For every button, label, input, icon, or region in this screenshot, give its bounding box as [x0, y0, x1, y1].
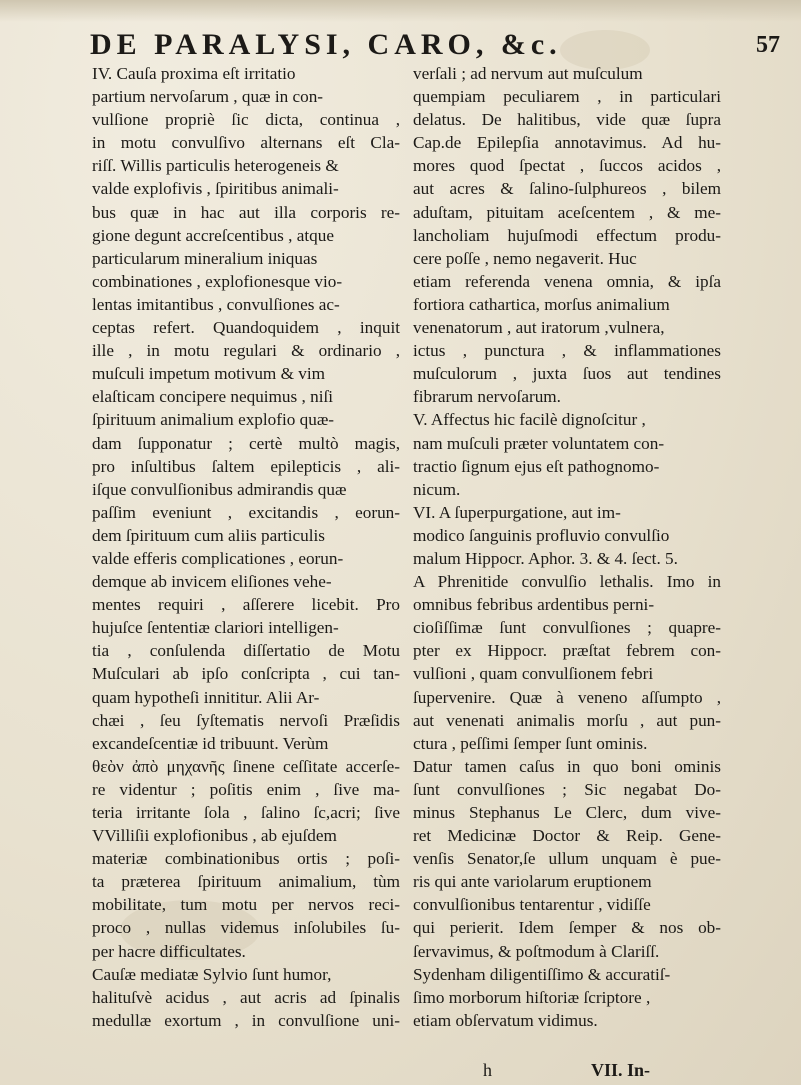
text-line: ceptas refert. Quandoquidem , inquit: [92, 318, 400, 338]
text-line: ſpirituum animalium explofio quæ-: [92, 410, 335, 430]
text-line: aut acres & ſalino-ſulphureos , bilem: [413, 179, 721, 199]
text-line: paſſim eveniunt , excitandis , eorun-: [92, 502, 400, 522]
text-line: muſculorum , juxta ſuos aut tendines: [413, 364, 721, 384]
text-line: aduſtam, pituitam aceſcentem , & me-: [413, 202, 721, 222]
text-line: per hacre difficultates.: [92, 941, 246, 961]
text-line: ret Medicinæ Doctor & Reip. Gene-: [413, 826, 721, 846]
text-line: aut venenati animalis morſu , aut pun-: [413, 710, 721, 730]
text-line: fortiora cathartica, morſus animalium: [413, 294, 670, 314]
text-line: mentes requiri , aſſerere licebit. Pro: [92, 595, 400, 615]
text-line: quam hypotheſi innititur. Alii Ar-: [92, 687, 320, 707]
right-text-column: [413, 62, 721, 1032]
text-line: modico ſanguinis profluvio convulſio: [413, 525, 670, 545]
text-line: vulſione propriè ſic dicta, continua ,: [92, 110, 400, 130]
text-line: lancholiam hujuſmodi effectum produ-: [413, 225, 721, 245]
text-line: bus quæ in hac aut illa corporis re-: [92, 202, 400, 222]
text-line: particularum mineralium iniquas: [92, 248, 318, 268]
text-line: qui perierit. Idem ſemper & nos ob-: [413, 918, 721, 938]
text-line: V. Affectus hic facilè dignoſcitur ,: [413, 410, 646, 430]
text-line: etiam referenda venena omnia, & ipſa: [413, 271, 721, 291]
text-line: venſis Senator,ſe ullum unquam è pue-: [413, 849, 721, 869]
text-line: combinationes , explofionesque vio-: [92, 271, 343, 291]
page-footer: [413, 1060, 721, 1084]
text-line: nicum.: [413, 479, 461, 499]
text-line: hujuſce ſententiæ clariori intelligen-: [92, 618, 339, 638]
text-line: VVilliſii explofionibus , ab ejuſdem: [92, 826, 337, 846]
text-line: demque ab invicem eliſiones vehe-: [92, 572, 332, 592]
text-line: delatus. De halitibus, vide quæ ſupra: [413, 110, 721, 130]
text-line: A Phrenitide convulſio lethalis. Imo in: [413, 572, 721, 592]
text-line: dam ſupponatur ; certè multò magis,: [92, 433, 400, 453]
text-line: riſſ. Willis particulis heterogeneis &: [92, 156, 339, 176]
text-line: cioſiſſimæ ſunt convulſiones ; quapre-: [413, 618, 721, 638]
text-line: teria irritante ſola , ſalino ſc,acri; ſive: [92, 803, 400, 822]
text-line: ctura , peſſimi ſemper ſunt ominis.: [413, 733, 648, 753]
text-line: minus Stephanus Le Clerc, dum vive-: [413, 803, 721, 822]
text-line: ſimo morborum hiſtoriæ ſcriptore ,: [413, 987, 651, 1007]
text-line: proco , nullas videmus inſolubiles ſu-: [92, 918, 400, 938]
left-text-column: [92, 62, 400, 1032]
text-line: ſunt convulſiones ; Sic negabat Do-: [413, 779, 721, 799]
text-line: chæi , ſeu ſyſtematis nervoſi Præſidis: [92, 710, 400, 730]
text-line: medullæ exortum , in convulſione uni-: [92, 1010, 400, 1030]
text-line: convulſionibus tentarentur , vidiſſe: [413, 895, 651, 915]
page-number: 57: [756, 32, 780, 58]
text-line: partium nervoſarum , quæ in con-: [92, 87, 324, 107]
running-title: DE PARALYSI, CARO, &c.: [90, 28, 562, 61]
text-line: venenatorum , aut iratorum ,vulnera,: [413, 318, 665, 338]
text-line: ictus , punctura , & inflammationes: [413, 341, 721, 361]
text-line: pro inſultibus ſaltem epilepticis , ali-: [92, 456, 400, 476]
text-line: Cauſæ mediatæ Sylvio ſunt humor,: [92, 964, 332, 984]
text-line: nam muſculi præter voluntatem con-: [413, 433, 665, 453]
text-line: tia , conſulenda diſſertatio de Motu: [92, 641, 400, 661]
text-line: Datur tamen caſus in quo boni ominis: [413, 756, 721, 776]
running-header: [90, 28, 780, 61]
text-line: quempiam peculiarem , in particulari: [413, 87, 721, 107]
text-line: halituſvè acidus , aut acris ad ſpinalis: [92, 987, 400, 1007]
text-line: excandeſcentiæ id tribuunt. Verùm: [92, 733, 329, 753]
text-line: tractio ſignum ejus eſt pathognomo-: [413, 456, 660, 476]
text-line: elaſticam concipere nequimus , niſi: [92, 387, 334, 407]
text-line: mobilitate, tum motu per nervos reci-: [92, 895, 400, 915]
text-line: cere poſſe , nemo negaverit. Huc: [413, 248, 637, 268]
text-line: ſervavimus, & poſtmodum à Clariſſ.: [413, 941, 660, 961]
text-line: iſque convulſionibus admirandis quæ: [92, 479, 347, 499]
text-line: pter ex Hippocr. præſtat febrem con-: [413, 641, 721, 661]
text-line: etiam obſervatum vidimus.: [413, 1010, 598, 1030]
text-line: Muſculari ab ipſo conſcripta , cui tan-: [92, 664, 400, 684]
text-line: muſculi impetum motivum & vim: [92, 364, 325, 384]
text-line: ris qui ante variolarum eruptionem: [413, 872, 652, 892]
catchword: VII. In-: [591, 1060, 651, 1080]
text-line: re videntur ; poſitis enim , ſive ma-: [92, 779, 400, 799]
text-line: vulſioni , quam convulſionem febri: [413, 664, 654, 684]
text-line: ta præterea ſpirituum animalium, tùm: [92, 872, 400, 892]
signature-mark: h: [483, 1060, 492, 1080]
text-line: ſupervenire. Quæ à veneno aſſumpto ,: [413, 687, 721, 707]
text-line: verſali ; ad nervum aut muſculum: [413, 64, 643, 83]
text-line: gione degunt accreſcentibus , atque: [92, 225, 334, 245]
text-line: mores quod ſpectat , ſuccos acidos ,: [413, 156, 721, 176]
text-line: dem ſpirituum cum aliis particulis: [92, 525, 325, 545]
text-line: Cap.de Epilepſia annotavimus. Ad hu-: [413, 133, 721, 153]
text-line: fibrarum nervoſarum.: [413, 387, 561, 407]
text-line: valde explofivis , ſpiritibus animali-: [92, 179, 339, 199]
text-line: Sydenham diligentiſſimo & accuratiſ-: [413, 964, 671, 984]
text-line: IV. Cauſa proxima eſt irritatio: [92, 64, 296, 83]
text-line: lentas imitantibus , convulſiones ac-: [92, 294, 340, 314]
text-line: VI. A ſuperpurgatione, aut im-: [413, 502, 621, 522]
text-line: ille , in motu regulari & ordinario ,: [92, 341, 400, 361]
page-top-edge: [0, 0, 801, 22]
text-line: in motu convulſivo alternans eſt Cla-: [92, 133, 400, 153]
text-line: malum Hippocr. Aphor. 3. & 4. ſect. 5.: [413, 548, 678, 568]
text-line: valde efferis complicationes , eorun-: [92, 548, 344, 568]
text-line: θεὸν ἀπὸ μηχανῆς ſinene ceſſitate accerſe-: [92, 756, 400, 776]
text-line: omnibus febribus ardentibus perni-: [413, 595, 655, 615]
text-line: materiæ combinationibus ortis ; poſi-: [92, 849, 400, 869]
